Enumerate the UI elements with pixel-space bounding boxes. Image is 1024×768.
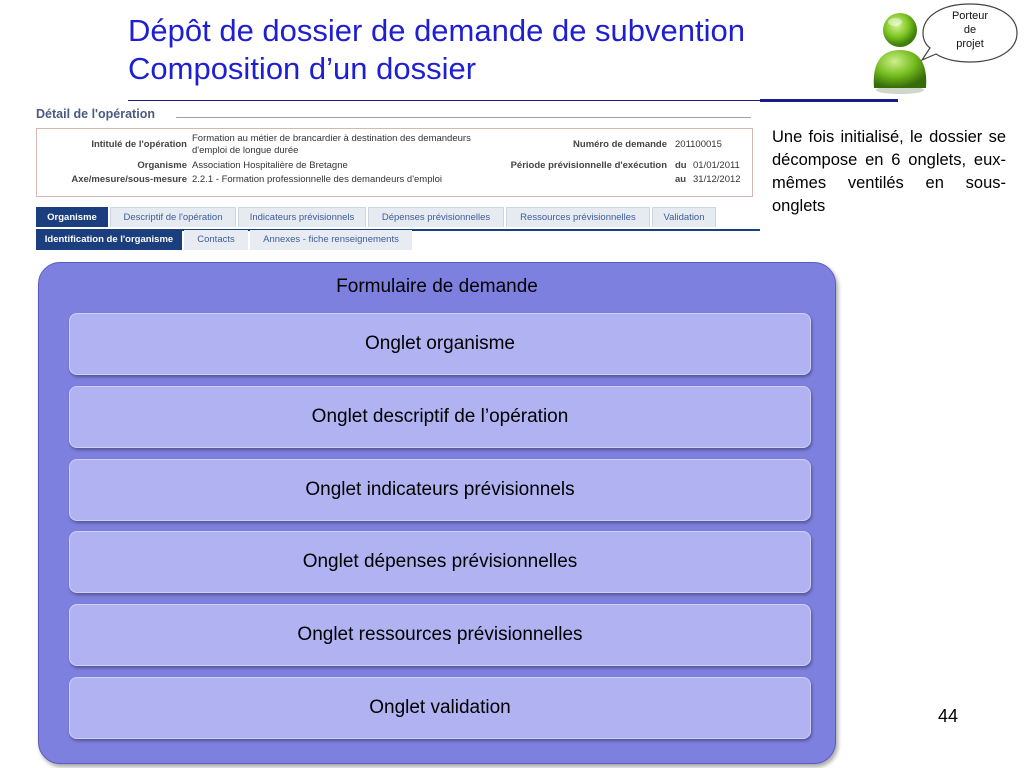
- intitule-value-line1: Formation au métier de brancardier à destination des demandeurs: [192, 133, 471, 144]
- main-tab-bar: [36, 207, 760, 231]
- form-diagram: [38, 262, 836, 764]
- operation-detail-panel: [30, 100, 760, 260]
- onglet-validation: Onglet validation: [69, 677, 811, 739]
- subtab-annexes[interactable]: Annexes - fiche renseignements: [250, 230, 412, 250]
- tab-descriptif[interactable]: Descriptif de l'opération: [110, 207, 236, 227]
- tab-ressources[interactable]: Ressources prévisionnelles: [506, 207, 650, 227]
- numero-label: Numéro de demande: [573, 139, 667, 150]
- subtab-identification[interactable]: Identification de l'organisme: [36, 230, 182, 250]
- tab-indicateurs[interactable]: Indicateurs prévisionnels: [238, 207, 366, 227]
- slide-title-line2: Composition d’un dossier: [128, 51, 477, 86]
- axe-label: Axe/mesure/sous-mesure: [71, 174, 187, 185]
- side-description: Une fois initialisé, le dossier se décompose en 6 onglets, eux-mêmes ventilés en sous-onglets: [772, 128, 1006, 215]
- tab-depenses[interactable]: Dépenses prévisionnelles: [368, 207, 504, 227]
- speech-bubble-label: [930, 9, 1010, 51]
- subtab-contacts[interactable]: Contacts: [184, 230, 248, 250]
- axe-value: 2.2.1 - Formation professionnelle des demandeurs d'emploi: [192, 174, 443, 185]
- onglet-organisme: Onglet organisme: [69, 313, 811, 375]
- page-number: 44: [938, 706, 959, 726]
- slide-title: [128, 12, 848, 88]
- du-label: du: [675, 160, 687, 171]
- du-value: 01/01/2011: [693, 160, 740, 171]
- bubble-line1: Porteur: [951, 10, 989, 22]
- intitule-value-line2: d'emploi de longue durée: [192, 145, 299, 156]
- bubble-line2: de: [963, 24, 977, 36]
- numero-value: 201100015: [675, 139, 722, 150]
- sub-tab-bar: [36, 230, 760, 250]
- form-title: Formulaire de demande: [336, 276, 538, 297]
- intitule-label: Intitulé de l'opération: [91, 139, 187, 150]
- bubble-line3: projet: [956, 38, 984, 50]
- slide-title-line1: Dépôt de dossier de demande de subvention: [128, 13, 745, 48]
- organisme-label: Organisme: [137, 160, 187, 171]
- periode-label: Période prévisionnelle d'exécution: [510, 160, 667, 171]
- onglet-descriptif: Onglet descriptif de l’opération: [69, 386, 811, 448]
- organisme-value: Association Hospitalière de Bretagne: [192, 160, 348, 171]
- operation-detail-box: [36, 128, 753, 197]
- tab-organisme[interactable]: Organisme: [36, 207, 108, 227]
- onglet-depenses: Onglet dépenses prévisionnelles: [69, 531, 811, 593]
- au-label: au: [675, 174, 687, 185]
- tab-validation[interactable]: Validation: [652, 207, 716, 227]
- onglet-indicateurs: Onglet indicateurs prévisionnels: [69, 459, 811, 521]
- section-divider: [176, 117, 751, 118]
- title-divider-accent: [760, 99, 898, 102]
- au-value: 31/12/2012: [693, 174, 741, 185]
- section-title: Détail de l'opération: [36, 107, 155, 121]
- onglet-ressources: Onglet ressources prévisionnelles: [69, 604, 811, 666]
